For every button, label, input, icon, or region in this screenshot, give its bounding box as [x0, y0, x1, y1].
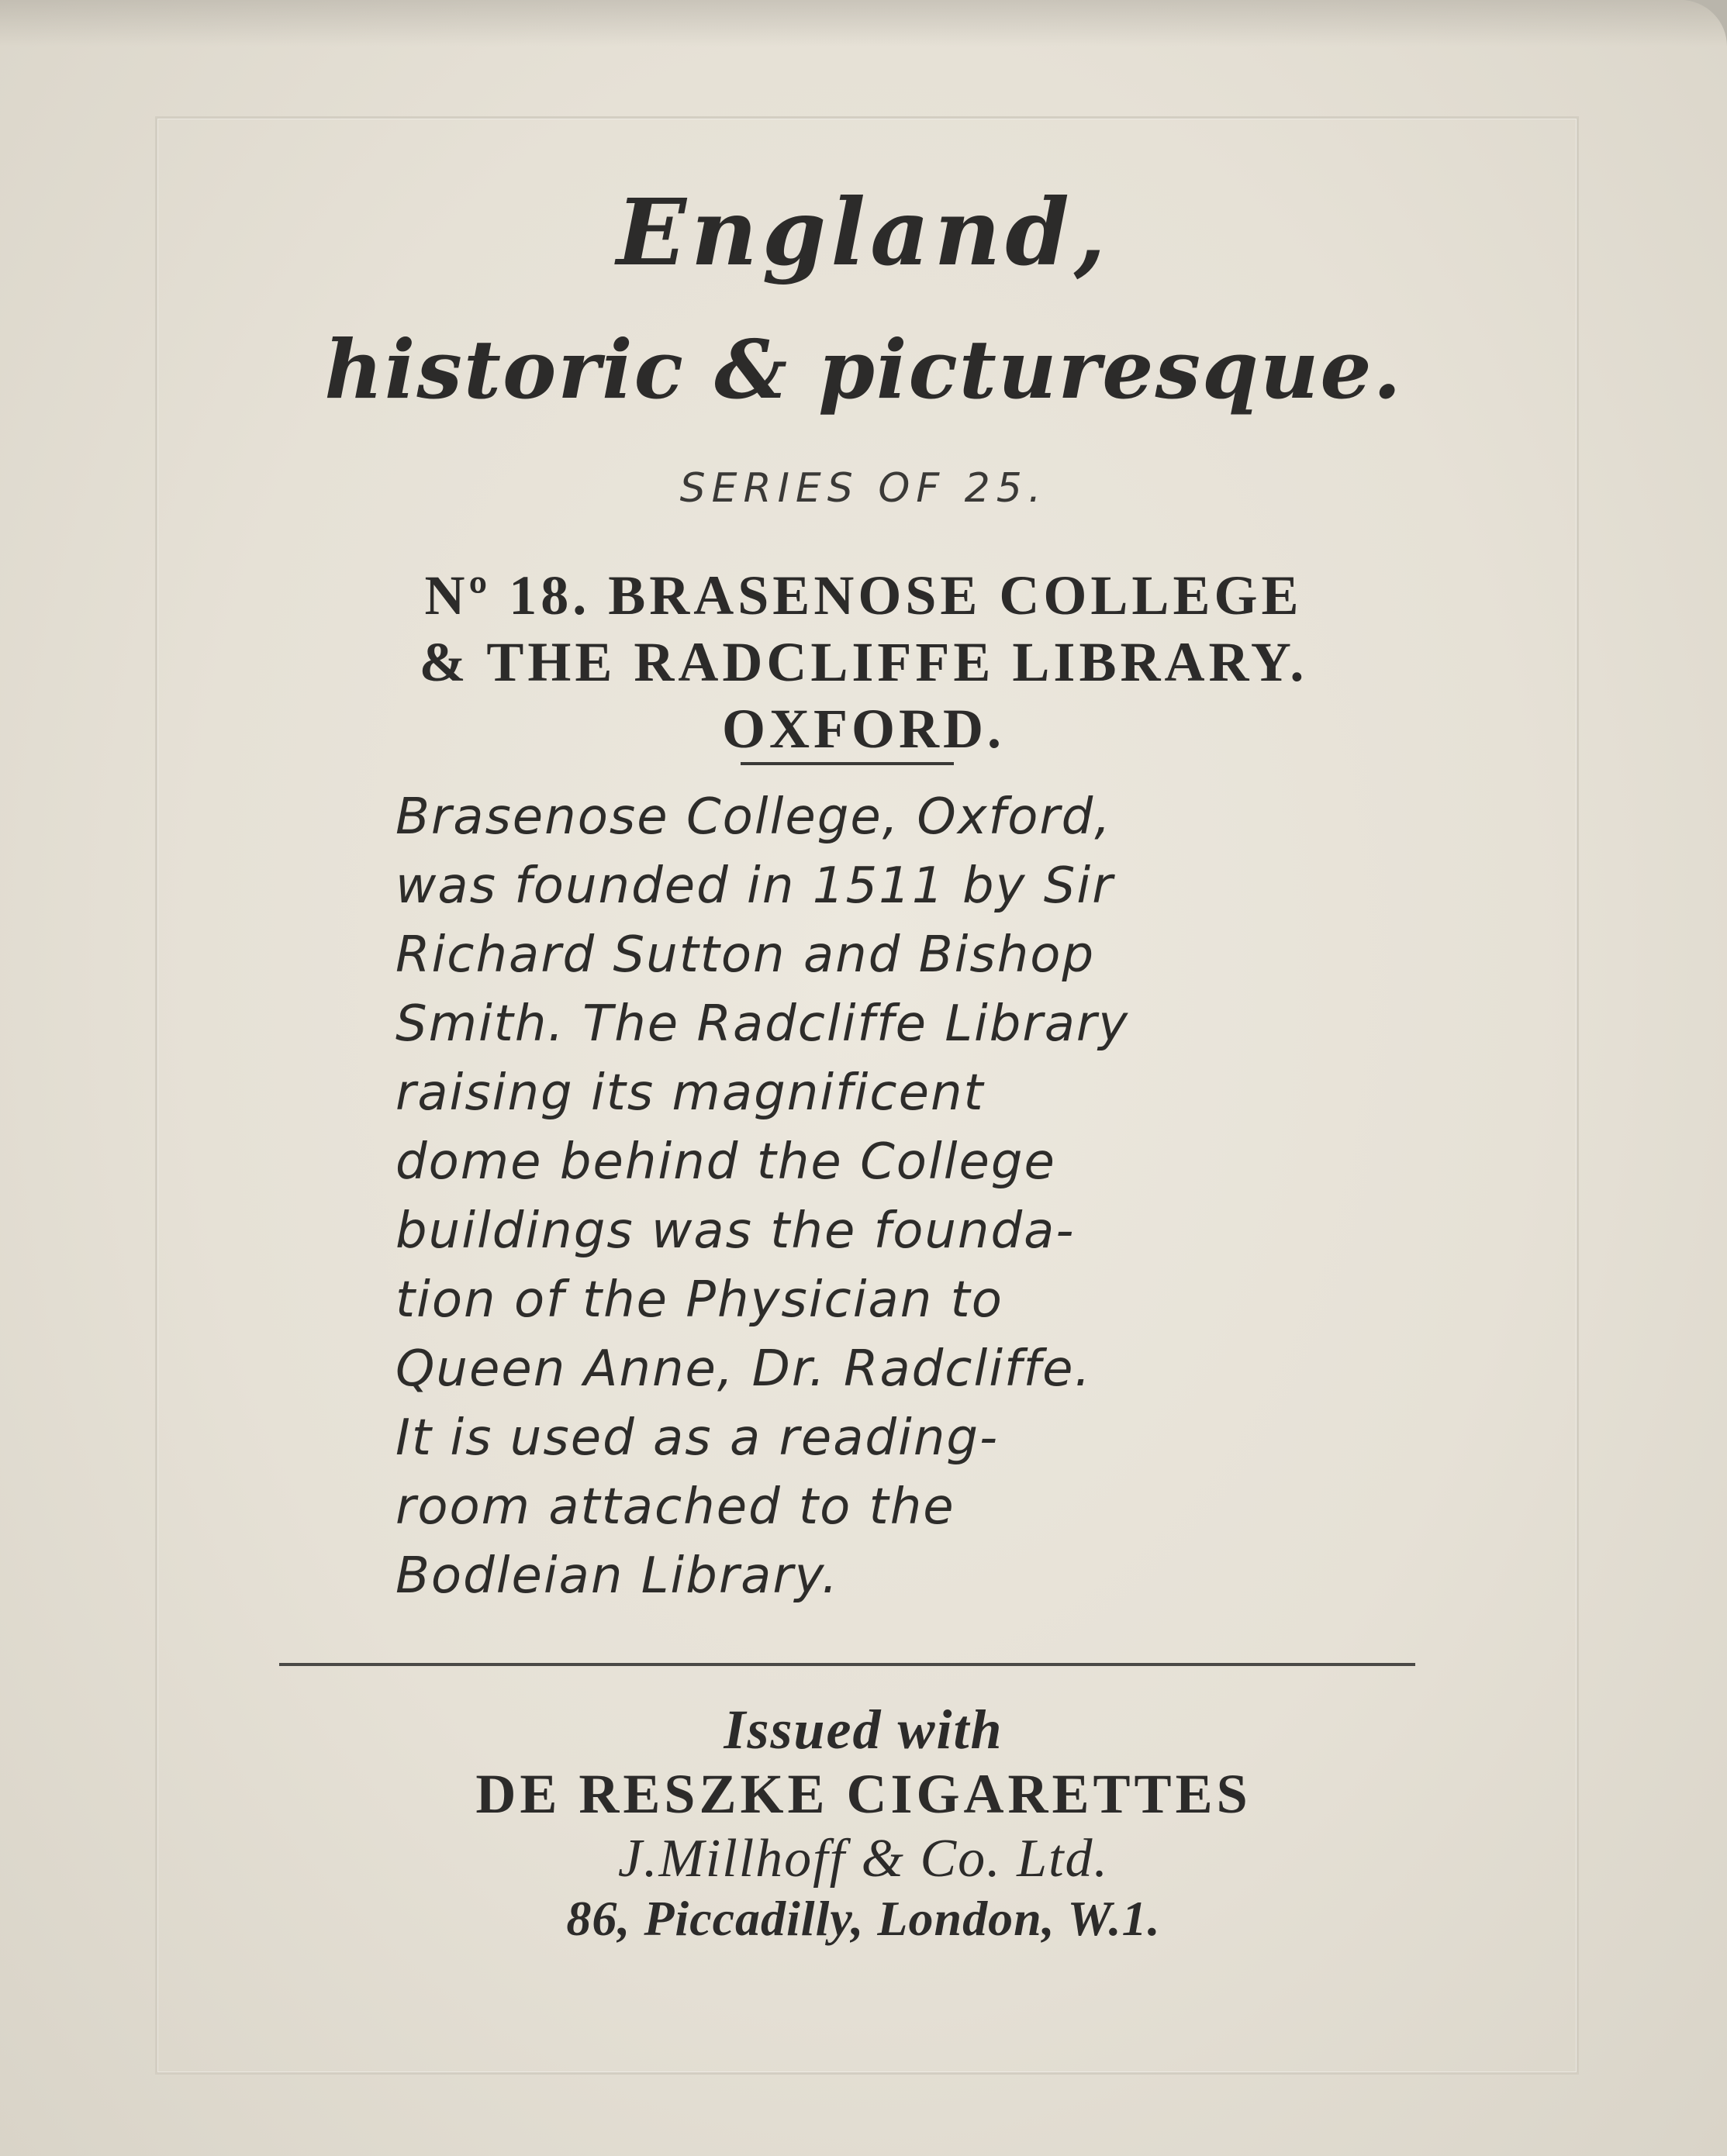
issued-with-label: Issued with — [724, 1699, 1003, 1761]
description-line: It is used as a reading- — [395, 1409, 1000, 1467]
long-divider — [279, 1663, 1415, 1666]
short-divider — [741, 762, 954, 765]
card-shadow — [0, 0, 1727, 47]
description-line: dome behind the College — [395, 1133, 1056, 1191]
card-subject — [0, 562, 1727, 762]
series-label: SERIES OF 25. — [679, 465, 1048, 512]
description — [395, 783, 1326, 1611]
description-line: room attached to the — [395, 1478, 955, 1536]
company-name: J.Millhoff & Co. Ltd. — [617, 1829, 1110, 1889]
description-line: Richard Sutton and Bishop — [395, 926, 1096, 984]
description-line: raising its magnificent — [395, 1064, 985, 1122]
description-line: Brasenose College, Oxford, — [395, 788, 1112, 846]
title-historic-picturesque: historic & picturesque. — [324, 322, 1403, 417]
subject-line: Nº 18. BRASENOSE COLLEGE — [424, 564, 1303, 626]
brand-name: DE RESZKE CIGARETTES — [475, 1763, 1252, 1825]
description-line: Queen Anne, Dr. Radcliffe. — [395, 1340, 1092, 1398]
title-england: England, — [617, 178, 1110, 286]
subject-line: & THE RADCLIFFE LIBRARY. — [419, 631, 1308, 693]
description-line: tion of the Physician to — [395, 1271, 1003, 1329]
subject-line: OXFORD. — [722, 698, 1005, 760]
description-line: was founded in 1511 by Sir — [395, 857, 1114, 915]
company-address: 86, Piccadilly, London, W.1. — [566, 1891, 1161, 1946]
description-line: Bodleian Library. — [395, 1547, 839, 1605]
description-line: Smith. The Radcliffe Library — [395, 995, 1130, 1053]
description-line: buildings was the founda- — [395, 1202, 1076, 1260]
